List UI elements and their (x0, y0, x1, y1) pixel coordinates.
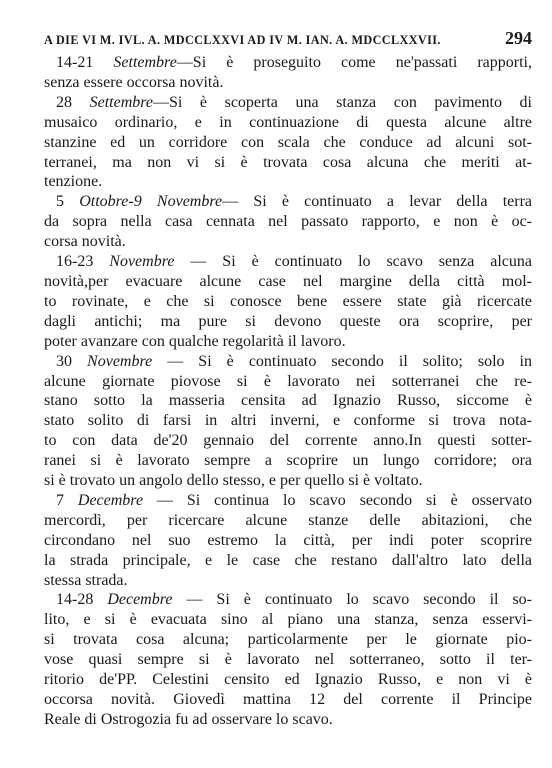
entry-line: lito, e si è evacuata sino al piano una stanza, senza esservi- (44, 611, 532, 629)
entry-day-range: 5 (56, 193, 80, 211)
entry-day-range: 30 (56, 352, 88, 370)
entry-first-line (44, 192, 532, 212)
entry-line: poter avanzare con qualche regolarità il lavoro. (44, 332, 346, 350)
entry-month: Decembre (77, 491, 144, 509)
entry-text: — Si continua lo scavo secondo si è osservato (143, 491, 532, 509)
entry-line: stessa strada. (44, 571, 128, 589)
entry-day-range: 28 (56, 93, 90, 111)
report-entry (44, 352, 532, 491)
entry-line: ritorio de'PP. Celestini censito ed Ignazio Russo, e non vi è (44, 671, 532, 689)
entry-line: novità,per evacuare alcune case nel margine della città mol- (44, 272, 532, 290)
report-entry (44, 53, 532, 93)
entry-first-line (44, 252, 532, 272)
entry-text: —Si è proseguito come ne'passati rapporti, (176, 54, 532, 71)
entry-first-line (44, 590, 532, 610)
entry-line: la strada principale, e le case che restano dall'altro lato della (44, 551, 532, 569)
entry-line: occorsa novità. Giovedì mattina 12 del corrente il Principe (44, 691, 532, 708)
report-entry (44, 252, 532, 352)
entry-line: Reale di Ostrogozia fu ad osservare lo scavo. (44, 710, 333, 728)
entry-line: terranei, ma non vi si è trovata cosa alcuna che meriti at- (44, 153, 532, 171)
entry-line: to rovinate, e che si conosce bene essere state già ricercate (44, 292, 532, 310)
entry-line: circondano nel suo estremo la città, per indi poter scoprire (44, 531, 532, 549)
entry-first-line (44, 491, 532, 511)
entry-day-range: 14-21 (56, 54, 114, 71)
entry-month: Ottobre-9 Novembre (79, 193, 223, 211)
entry-line: to con data de'20 gennaio del corrente anno.In questi sotter- (44, 432, 532, 450)
entry-line: stato solito di farsi in altri inverni, e conforme si trova nota- (44, 412, 532, 430)
entry-line: si è trovato un angolo dello stesso, e per quello si è voltato. (44, 472, 423, 490)
entry-month: Novembre (87, 352, 153, 370)
entry-line: tenzione. (44, 173, 103, 191)
entry-line: stanzine ed un corridore con scala che conduce ad alcuni sot- (44, 133, 532, 151)
report-entry (44, 93, 532, 193)
entry-month: Settembre (113, 54, 177, 71)
entry-day-range: 14-28 (56, 591, 108, 609)
entry-line: corsa novità. (44, 233, 126, 251)
entry-first-line (44, 93, 532, 113)
entry-first-line (44, 53, 532, 73)
entry-line: mercordì, per ricercare alcune stanze delle abitazioni, che (44, 511, 532, 529)
page-number: 294 (505, 28, 532, 48)
entry-text: — Si è continuato secondo il solito; solo in (152, 352, 532, 370)
entry-month: Settembre (89, 93, 153, 111)
entry-line: dagli antichi; ma pure si devono queste ora scoprire, per (44, 312, 532, 330)
entry-first-line (44, 352, 532, 372)
report-entry (44, 192, 532, 252)
entry-line: ranei si è lavorato sempre a scoprire un lungo corridore; ora (44, 452, 532, 470)
entry-line: stano sotto la masseria censita ad Ignazio Russo, siccome è (44, 392, 532, 410)
entry-text: — Si è continuato lo scavo senza alcuna (174, 253, 533, 271)
entry-line: da sopra nella casa cennata nel passato rapporto, e non è oc- (44, 213, 532, 231)
entry-text: — Si è continuato a levar della terra (222, 193, 533, 211)
report-entry (44, 491, 532, 591)
report-entries (44, 53, 532, 730)
entry-text: —Si è scoperta una stanza con pavimento di (152, 93, 532, 111)
entry-line: alcune giornate piovose si è lavorato nei sotterranei che re- (44, 372, 532, 390)
entry-line: senza essere occorsa novità. (44, 73, 224, 91)
running-header (44, 28, 532, 49)
entry-line: si trovata cosa alcuna; particolarmente per le giornate pio- (44, 631, 532, 649)
entry-line: musaico ordinario, e in continuazione di questa alcune altre (44, 113, 532, 131)
entry-day-range: 7 (56, 491, 78, 509)
entry-month: Decembre (107, 591, 173, 609)
running-title: A DIE VI M. IVL. A. MDCCLXXVI AD IV M. IAN. A. MDCCLXXVII. (44, 33, 441, 47)
report-entry (44, 590, 532, 729)
entry-day-range: 16-23 (56, 253, 110, 271)
entry-text: — Si è continuato lo scavo secondo il so- (172, 591, 533, 609)
page (44, 28, 532, 730)
entry-month: Novembre (109, 253, 175, 271)
entry-line: vose quasi sempre si è lavorato nel sotterraneo, sotto il ter- (44, 651, 532, 669)
